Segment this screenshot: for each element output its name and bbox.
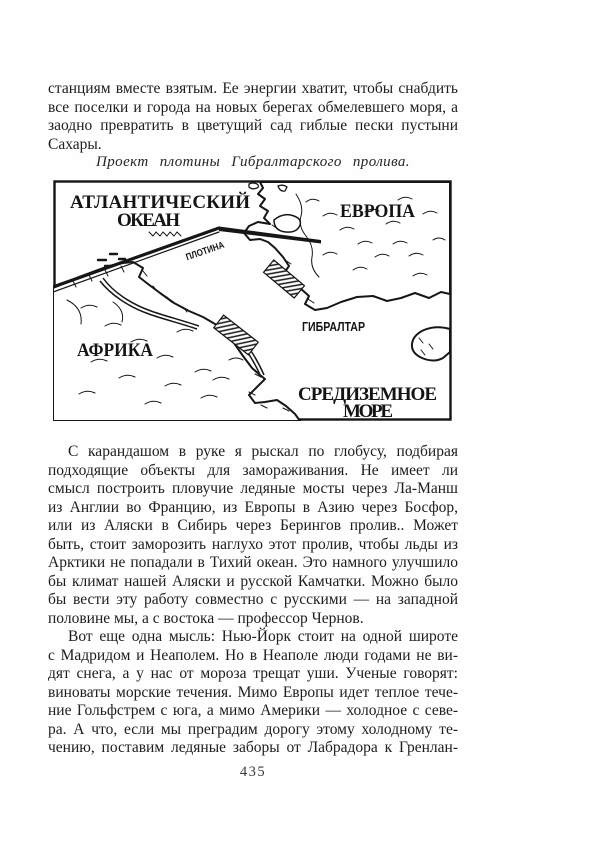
body-text — [48, 443, 458, 758]
map-label-europe: ЕВРОПА — [340, 201, 416, 222]
text-line: подходящие объекты для замораживания. Не имеет ли — [48, 461, 458, 479]
text-line: виноваты морские течения. Мимо Европы идет теплое тече- — [48, 683, 458, 701]
map-label-atlantic: АТЛАНТИЧЕСКИЙ — [70, 192, 250, 213]
text-line: ра. А что, если мы преградим дорогу этому холодному те- — [48, 720, 458, 738]
map-label-gibraltar: ГИБРАЛТАР — [302, 319, 366, 334]
text-line: бы вести эту работу совместно с русскими — на западной — [48, 591, 458, 608]
page-number: 435 — [239, 764, 267, 780]
text-line: С карандашом в руке я рыскал по глобусу, подбирая — [68, 443, 458, 460]
text-line: смысл построить пловучие ледяные мосты через Ла-Манш — [48, 480, 458, 497]
gibraltar-dam-map-figure — [53, 180, 452, 421]
map-label-sea: МОРЕ — [343, 401, 393, 421]
map-label-africa: АФРИКА — [77, 340, 154, 361]
map-label-dam: ПЛОТИНА — [184, 237, 233, 264]
text-line: Вот еще одна мысль: Нью-Йорк стоит на одной широте — [68, 628, 458, 645]
text-line: из Англии во Францию, из Европы в Азию через Босфор, — [48, 498, 458, 516]
text-line: половине мы, а с востока — профессор Чернов. — [48, 609, 364, 627]
text-line: быть, стоит заморозить наглухо этот пролив, чтобы льды из — [48, 535, 458, 553]
text-line: или из Аляски в Сибирь через Берингов пролив.. Может — [48, 517, 458, 534]
text-line: все поселки и города на новых берегах обмелевшего моря, а — [48, 98, 458, 116]
text-line: бы климат нашей Аляски и русской Камчатки. Можно было — [48, 572, 458, 590]
text-line: станциям вместе взятым. Ее энергии хватит, чтобы снабдить — [48, 80, 458, 97]
map-label-ocean: ОКЕАН — [117, 210, 180, 231]
text-line: с Мадридом и Неаполем. Но в Неаполе люди годами не ви- — [48, 646, 458, 664]
map-label-mediterranean: СРЕДИЗЕМНОЕ — [298, 384, 437, 405]
text-line: ние Гольфстрем с юга, а мимо Америки — холодное с севе- — [48, 702, 458, 719]
text-line: дят снега, а у нас от мороза трещат уши. Ученые говорят: — [48, 665, 458, 682]
figure-caption: Проект плотины Гибралтарского пролива. — [96, 154, 410, 170]
text-line: Арктики не попадали в Тихий океан. Это намного улучшило — [48, 554, 458, 571]
text-line: чению, поставим ледяные заборы от Лабрадора к Гренлан- — [48, 739, 458, 756]
paragraph-continuation — [48, 80, 458, 154]
text-line: заодно превратить в цветущий сад гиблые пески пустыни — [48, 117, 458, 134]
text-line: Сахары. — [48, 135, 102, 153]
island-south-east — [412, 327, 450, 360]
